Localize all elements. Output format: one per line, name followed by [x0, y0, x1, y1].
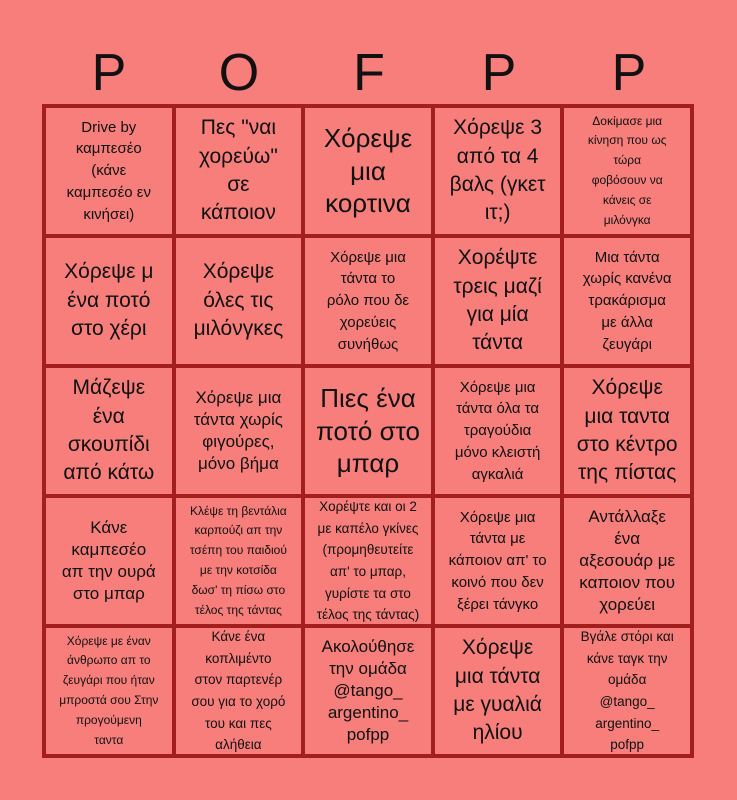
bingo-cell-text: Μια τάντα χωρίς κανένα τρακάρισμα με άλλα ζευγάρι	[582, 248, 672, 353]
bingo-cell-text: Δοκίμασε μια κίνηση που ως τώρα φοβόσουν να κάνεις σε μιλόνγκα	[587, 113, 667, 227]
header-letter: O	[218, 44, 260, 102]
bingo-cell[interactable]	[435, 238, 561, 364]
bingo-cell-text: Χόρεψε μια κορτινα	[323, 123, 413, 219]
bingo-cell-text: Χόρεψε μια τάντα όλα τα τραγούδια μόνο κλειστή αγκαλιά	[454, 378, 541, 483]
bingo-cell[interactable]	[46, 498, 172, 624]
bingo-cell-text: Χόρεψε μια τάντα με κάποιον απ' το κοινό που δεν ξέρει τάνγκο	[448, 508, 547, 613]
bingo-cell[interactable]	[176, 628, 302, 754]
bingo-cell[interactable]	[564, 498, 690, 624]
bingo-cell[interactable]	[435, 108, 561, 234]
bingo-cell-text: Χόρεψε μια ταντα στο κέντρο της πίστας	[576, 376, 678, 485]
bingo-cell-text: Πες "ναι χορεύω" σε κάποιον	[199, 116, 278, 225]
bingo-cell[interactable]	[305, 108, 431, 234]
bingo-cell-text: Χόρεψε μια τάντα με γυαλιά ηλίου	[453, 636, 542, 745]
bingo-cell[interactable]	[46, 238, 172, 364]
bingo-cell-text: Κάνε καμπεσέο απ την ουρά στο μπαρ	[61, 517, 156, 604]
bingo-cell[interactable]	[46, 368, 172, 494]
bingo-board	[42, 104, 694, 758]
bingo-cell[interactable]	[564, 368, 690, 494]
bingo-cell[interactable]	[564, 108, 690, 234]
bingo-header	[44, 40, 694, 106]
bingo-cell-text: Βγάλε στόρι και κάνε ταγκ την ομάδα @tango_ argentino_ pofpp	[580, 629, 674, 753]
bingo-cell-text: Χόρεψε όλες τις μιλόνγκες	[193, 260, 284, 341]
bingo-cell-text: Χόρεψε 3 από τα 4 βαλς (γκετ ιτ;)	[449, 116, 546, 225]
bingo-cell[interactable]	[305, 628, 431, 754]
bingo-cell-text: Κλέψε τη βεντάλια καρπούζι απ την τσέπη του παιδιού με την κοτσίδα δωσ' τη πίσω στο τέλος της τάντας	[189, 503, 287, 617]
bingo-cell[interactable]	[46, 628, 172, 754]
bingo-cell[interactable]	[435, 498, 561, 624]
header-letter: F	[353, 44, 385, 102]
bingo-cell-text: Χορέψτε τρεις μαζί για μία τάντα	[453, 246, 542, 355]
bingo-cell-text: Αντάλλαξε ένα αξεσουάρ με καποιον που χορεύει	[579, 506, 676, 615]
bingo-cell[interactable]	[176, 368, 302, 494]
bingo-cell[interactable]	[46, 108, 172, 234]
bingo-cell[interactable]	[305, 238, 431, 364]
bingo-cell[interactable]	[435, 628, 561, 754]
bingo-cell[interactable]	[176, 498, 302, 624]
bingo-cell-text: Πιες ένα ποτό στο μπαρ	[315, 383, 420, 479]
bingo-cell[interactable]	[435, 368, 561, 494]
header-letter: P	[91, 44, 127, 102]
header-letter: P	[481, 44, 517, 102]
bingo-cell[interactable]	[176, 238, 302, 364]
bingo-cell-text: Κάνε ένα κοπλιμέντο στον παρτενέρ σου για το χορό του και πες αλήθεια	[191, 629, 286, 753]
bingo-cell-text: Χόρεψε μ ένα ποτό στο χέρι	[64, 260, 154, 341]
bingo-cell-text: Χόρεψε με έναν άνθρωπο απ το ζευγάρι που ήταν μπροστά σου Στην προγούμενη ταντα	[59, 633, 159, 747]
bingo-cell[interactable]	[305, 498, 431, 624]
bingo-cell-text: Χόρεψε μια τάντα χωρίς φιγούρες, μόνο βήμα	[193, 387, 283, 474]
bingo-cell-text: Ακολούθησε την ομάδα @tango_ argentino_ pofpp	[321, 636, 415, 745]
bingo-cell[interactable]	[176, 108, 302, 234]
bingo-cell-text: Drive by καμπεσέο (κάνε καμπεσέο εν κινήσει)	[66, 118, 151, 223]
bingo-cell-text: Μάζεψε ένα σκουπίδι από κάτω	[63, 376, 155, 485]
bingo-cell[interactable]	[564, 628, 690, 754]
header-letter: P	[611, 44, 647, 102]
bingo-cell[interactable]	[305, 368, 431, 494]
bingo-cell-text: Χορέψτε και οι 2 με καπέλο γκίνες (προμηθευτείτε απ' το μπαρ, γυρίστε τα στο τέλος της τάντας)	[316, 499, 420, 623]
bingo-cell-text: Χόρεψε μια τάντα το ρόλο που δε χορεύεις συνήθως	[326, 248, 410, 353]
bingo-cell[interactable]	[564, 238, 690, 364]
